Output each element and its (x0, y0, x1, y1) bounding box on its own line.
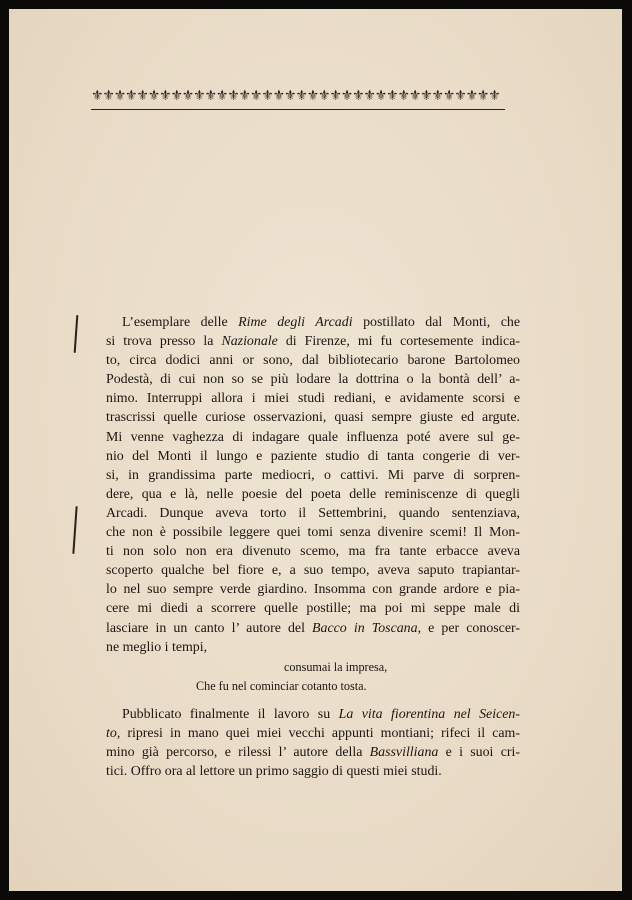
text-line: si trova presso la Nazionale di Firenze, mi fu cortesemente indica- (106, 334, 520, 350)
text-line: nio del Monti il lungo e paziente studio di tanta congerie di ver- (106, 448, 520, 464)
text-line: Pubblicato finalmente il lavoro su La vita fiorentina nel Seicen- (122, 707, 520, 722)
text-line: si, in grandissima parte mediocri, o cattivi. Mi parve di sorpren- (106, 467, 520, 483)
verse-line-2: Che fu nel cominciar cotanto tosta. (196, 679, 367, 693)
decorative-fleuron-border: ⚜⚜⚜⚜⚜⚜⚜⚜⚜⚜⚜⚜⚜⚜⚜⚜⚜⚜⚜⚜⚜⚜⚜⚜⚜⚜⚜⚜⚜⚜⚜⚜⚜⚜⚜⚜ (91, 88, 500, 104)
text-line: che non è possibile leggere quei tomi senza divenire scemi! Il Mon- (106, 525, 520, 541)
text-line: trascrissi quelle curiose osservazioni, quasi sempre giuste ed argute. (106, 410, 520, 426)
paragraph-2 (106, 705, 520, 781)
text-line: lo nel suo sempre verde giardino. Insomma con grande ardore e pia- (106, 582, 520, 598)
text-line: L’esemplare delle Rime degli Arcadi postillato dal Monti, che (122, 315, 520, 330)
margin-pencil-mark-lower (72, 506, 77, 554)
text-line: ti non solo non era divenuto scemo, ma fra tante erbacce aveva (106, 544, 520, 560)
verse-quotation (106, 658, 520, 696)
text-line: Arcadi. Dunque aveva torto il Settembrini, quando sentenziava, (106, 505, 520, 521)
verse-line-1: consumai la impresa, (284, 660, 388, 674)
text-line: mino già percorso, e rilessi l’ autore della Bassvilliana e i suoi cri- (106, 745, 520, 761)
text-line: to, ripresi in mano quei miei vecchi appunti montiani; rifeci il cam- (106, 726, 520, 742)
text-line: dere, qua e là, nelle poesie del poeta delle reminiscenze di quegli (106, 486, 520, 502)
text-line: cere mi diedi a scorrere quelle postille; ma poi mi seppe male di (106, 601, 520, 617)
text-line: Mi venne vaghezza di indagare quale influenza poté avere sul ge- (106, 429, 520, 445)
text-line: scoperto qualche bel fiore e, a suo tempo, aveva saputo trapiantar- (106, 563, 520, 579)
paragraph-1 (106, 313, 520, 657)
body-text (106, 313, 520, 780)
text-line: Podestà, di cui non so se più lodare la dottrina o la bontà dell’ a- (106, 372, 520, 388)
ornament-rule (91, 109, 505, 110)
text-line: nimo. Interruppi allora i miei studi rediani, e avidamente scorsi e (106, 391, 520, 407)
text-line: ne meglio i tempi, (106, 639, 208, 655)
text-line: to, circa dodici anni or sono, dal bibliotecario barone Bartolomeo (106, 353, 520, 369)
text-line: lasciare in un canto l’ autore del Bacco in Toscana, e per conoscer- (106, 620, 520, 636)
document-page (9, 9, 622, 891)
text-line: tici. Offro ora al lettore un primo saggio di questi miei studi. (106, 764, 442, 780)
margin-pencil-mark-upper (74, 315, 78, 353)
